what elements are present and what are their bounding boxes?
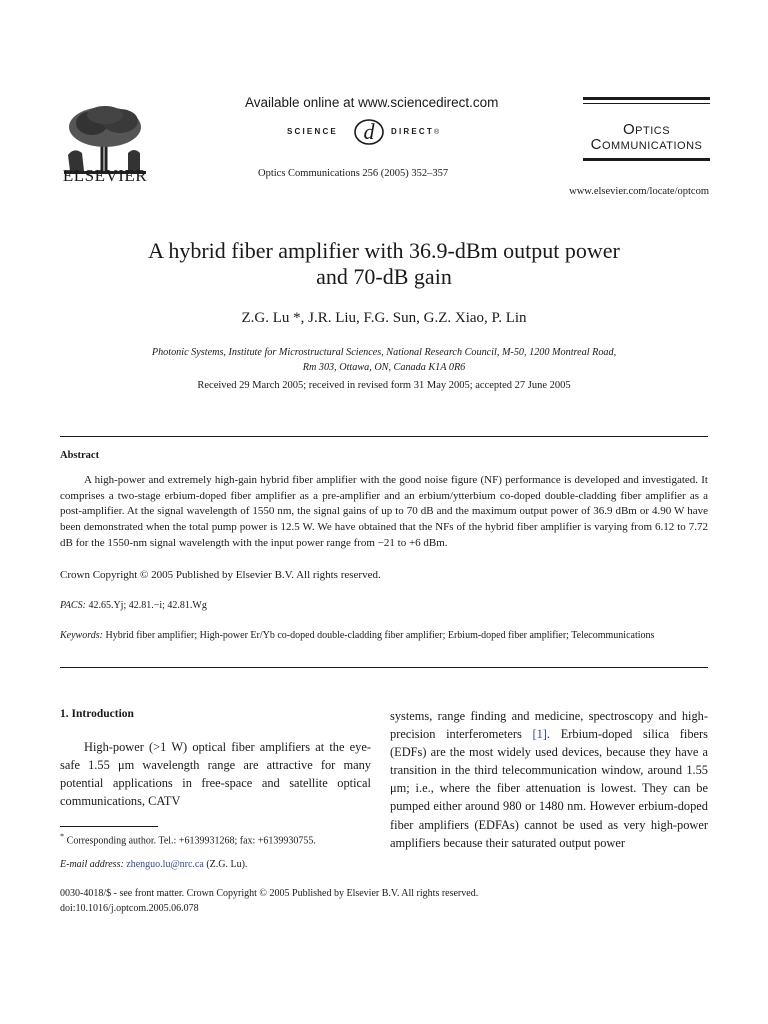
journal-rule-thick — [583, 97, 710, 100]
issn-line: 0030-4018/$ - see front matter. Crown Copyright © 2005 Published by Elsevier B.V. All rights reserved. — [60, 888, 479, 899]
article-title: A hybrid fiber amplifier with 36.9-dBm output power and 70-dB gain — [148, 238, 620, 289]
abstract-text: A high-power and extremely high-gain hybrid fiber amplifier with the good noise figure (NF) performance is developed and investigated. It comprises a two-stage erbium-doped fiber amplifier as a pre-amplifier and an erbium/ytterbium co-doped double-cladding fiber amplifier as a post-amplifier. At the signal wavelength of 1550 nm, the signal gains of up to 70 dB and the maximum output power of 36.9 dBm or 4.90 W have been demonstrated when the total pump power is 12.5 W. We have obtained that the NFs of the hybrid fiber amplifier is varying from 6.12 to 7.72 dB for the 1550-nm signal wavelength with the input power range from −21 to +6 dBm. — [60, 474, 708, 549]
intro-right-column: systems, range finding and medicine, spectroscopy and high-precision interferometers [1]. Erbium-doped silica fibers (EDFs) are the most widely used devices, because they have a transition in the third telecommunication window, around 1.55 μm; i.e., where the fiber attenuation is lowest. They can be pumped either around 980 or 1480 nm. However erbium-doped fiber amplifiers (EDFAs) cannot be used as very high-power amplifiers because their saturated output power — [390, 709, 708, 850]
keywords: Keywords: Hybrid fiber amplifier; High-power Er/Yb co-doped double-cladding fiber amplifier; Erbium-doped fiber amplifier; Telecommunications — [60, 630, 655, 641]
footnote-corresponding: * Corresponding author. Tel.: +6139931268; fax: +6139930755. — [60, 832, 316, 847]
journal-url-link[interactable]: www.elsevier.com/locate/optcom — [569, 186, 709, 197]
footnote-email: E-mail address: zhenguo.lu@nrc.ca (Z.G. Lu). — [60, 859, 248, 870]
journal-rule-bottom — [583, 158, 710, 161]
pacs-codes: PACS: 42.65.Yj; 42.81.−i; 42.81.Wg — [60, 600, 207, 611]
available-online-text: Available online at www.sciencedirect.com — [245, 95, 499, 110]
author-list: Z.G. Lu *, J.R. Liu, F.G. Sun, G.Z. Xiao, P. Lin — [241, 310, 527, 326]
footnote-rule — [60, 826, 158, 827]
article-dates: Received 29 March 2005; received in revised form 31 May 2005; accepted 27 June 2005 — [197, 380, 571, 391]
abstract-heading: Abstract — [60, 450, 100, 461]
author-affiliation: Photonic Systems, Institute for Microstructural Sciences, National Research Council, M-50, 1200 Montreal Road, Rm 303, Ottawa, ON, Canada K1A 0R6 — [151, 347, 617, 373]
section-heading-introduction: 1. Introduction — [60, 708, 134, 720]
journal-rule-thin — [583, 103, 710, 104]
sciencedirect-d-icon — [352, 113, 386, 147]
sciencedirect-right-word: DIRECT® — [391, 127, 440, 136]
email-link[interactable]: zhenguo.lu@nrc.ca — [126, 859, 204, 870]
reference-link[interactable]: [1] — [532, 727, 547, 742]
sciencedirect-left-word: SCIENCE — [287, 127, 338, 136]
svg-text:d: d — [363, 119, 375, 144]
doi-link[interactable]: doi:10.1016/j.optcom.2005.06.078 — [60, 903, 199, 914]
abstract-bottom-rule — [60, 667, 708, 668]
intro-left-column: High-power (>1 W) optical fiber amplifiers at the eye-safe 1.55 μm wavelength range are attractive for many potential applications in free-space and satellite optical communications, CATV — [60, 740, 371, 809]
journal-reference: Optics Communications 256 (2005) 352–357 — [258, 168, 449, 179]
abstract-copyright: Crown Copyright © 2005 Published by Elsevier B.V. All rights reserved. — [60, 569, 381, 581]
abstract-top-rule — [60, 436, 708, 437]
publisher-name: ELSEVIER — [62, 166, 148, 185]
journal-name: Optics Communications — [590, 121, 703, 153]
